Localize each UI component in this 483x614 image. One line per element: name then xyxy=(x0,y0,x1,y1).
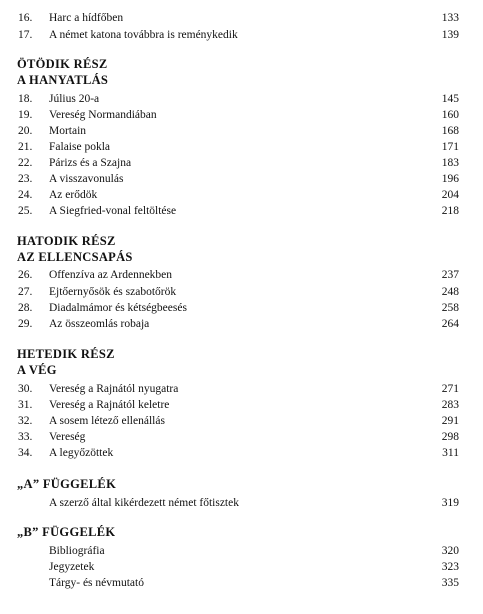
entry-title: Offenzíva az Ardennekben xyxy=(49,269,173,281)
entry-title: A sosem létező ellenállás xyxy=(49,415,165,427)
toc-entry xyxy=(0,204,483,218)
appendix-heading: „B” FÜGGELÉK xyxy=(17,525,116,539)
toc-entry xyxy=(0,108,483,122)
part-subheading: A VÉG xyxy=(17,363,57,377)
entry-page: 320 xyxy=(441,545,459,557)
entry-page: 171 xyxy=(441,141,459,153)
entry-number: 17. xyxy=(18,29,33,41)
toc-entry xyxy=(0,398,483,412)
entry-title: A szerző által kikérdezett német főtisztek xyxy=(49,497,239,509)
entry-page: 237 xyxy=(441,269,459,281)
part-heading: ÖTÖDIK RÉSZ xyxy=(17,57,108,71)
part-heading: HATODIK RÉSZ xyxy=(17,234,116,248)
part-subheading: AZ ELLENCSAPÁS xyxy=(17,250,133,264)
entry-title: Diadalmámor és kétségbeesés xyxy=(49,302,187,314)
entry-number: 23. xyxy=(18,173,33,185)
entry-title: Bibliográfia xyxy=(49,545,105,557)
part-subheading: A HANYATLÁS xyxy=(17,73,109,87)
entry-number: 25. xyxy=(18,205,33,217)
entry-number: 21. xyxy=(18,141,33,153)
entry-number: 18. xyxy=(18,93,33,105)
entry-page: 319 xyxy=(441,497,459,509)
toc-entry xyxy=(0,414,483,428)
entry-title: Falaise pokla xyxy=(49,141,110,153)
entry-number: 16. xyxy=(18,12,33,24)
entry-page: 264 xyxy=(441,318,459,330)
entry-page: 335 xyxy=(441,577,459,589)
entry-page: 311 xyxy=(442,447,459,459)
entry-title: Vereség a Rajnától keletre xyxy=(49,399,170,411)
entry-page: 168 xyxy=(441,125,459,137)
entry-number: 28. xyxy=(18,302,33,314)
entry-page: 248 xyxy=(441,286,459,298)
entry-page: 298 xyxy=(441,431,459,443)
entry-title: Vereség xyxy=(49,431,86,443)
toc-entry xyxy=(0,28,483,42)
entry-title: A német katona továbbra is reménykedik xyxy=(49,29,238,41)
entry-number: 29. xyxy=(18,318,33,330)
entry-page: 160 xyxy=(441,109,459,121)
entry-title: A Siegfried-vonal feltöltése xyxy=(49,205,177,217)
entry-number: 34. xyxy=(18,447,33,459)
entry-page: 218 xyxy=(441,205,459,217)
entry-page: 204 xyxy=(441,189,459,201)
toc-entry xyxy=(0,156,483,170)
toc-entry xyxy=(0,560,483,574)
toc-entry xyxy=(0,285,483,299)
toc-entry xyxy=(0,140,483,154)
entry-number: 30. xyxy=(18,383,33,395)
entry-title: Párizs és a Szajna xyxy=(49,157,132,169)
entry-title: Az összeomlás robaja xyxy=(49,318,150,330)
toc-entry xyxy=(0,576,483,590)
toc-entry xyxy=(0,188,483,202)
toc-entry xyxy=(0,544,483,558)
toc-entry xyxy=(0,382,483,396)
entry-number: 22. xyxy=(18,157,33,169)
entry-number: 20. xyxy=(18,125,33,137)
entry-title: Az erődök xyxy=(49,189,98,201)
toc-entry xyxy=(0,172,483,186)
entry-number: 32. xyxy=(18,415,33,427)
entry-page: 196 xyxy=(441,173,459,185)
entry-title: Ejtőernyősök és szabotőrök xyxy=(49,286,177,298)
toc-entry xyxy=(0,301,483,315)
part-heading: HETEDIK RÉSZ xyxy=(17,347,115,361)
entry-page: 183 xyxy=(441,157,459,169)
toc-entry xyxy=(0,446,483,460)
toc-entry xyxy=(0,92,483,106)
entry-page: 258 xyxy=(441,302,459,314)
entry-page: 323 xyxy=(441,561,459,573)
toc-entry xyxy=(0,11,483,25)
entry-number: 33. xyxy=(18,431,33,443)
entry-number: 31. xyxy=(18,399,33,411)
entry-page: 283 xyxy=(441,399,459,411)
entry-title: Vereség a Rajnától nyugatra xyxy=(49,383,179,395)
entry-page: 271 xyxy=(441,383,459,395)
entry-number: 27. xyxy=(18,286,33,298)
toc-entry xyxy=(0,317,483,331)
entry-page: 139 xyxy=(441,29,459,41)
entry-number: 24. xyxy=(18,189,33,201)
entry-title: Vereség Normandiában xyxy=(49,109,157,121)
toc-entry xyxy=(0,430,483,444)
entry-title: A legyőzöttek xyxy=(49,447,114,459)
entry-page: 133 xyxy=(441,12,459,24)
entry-page: 291 xyxy=(441,415,459,427)
entry-title: Jegyzetek xyxy=(49,561,95,573)
entry-title: Július 20-a xyxy=(49,93,100,105)
entry-title: A visszavonulás xyxy=(49,173,124,185)
toc-entry xyxy=(0,496,483,510)
entry-title: Harc a hídfőben xyxy=(49,12,124,24)
toc-entry xyxy=(0,268,483,282)
entry-number: 19. xyxy=(18,109,33,121)
entry-number: 26. xyxy=(18,269,33,281)
entry-page: 145 xyxy=(441,93,459,105)
toc-entry xyxy=(0,124,483,138)
entry-title: Mortain xyxy=(49,125,87,137)
appendix-heading: „A” FÜGGELÉK xyxy=(17,477,117,491)
entry-title: Tárgy- és névmutató xyxy=(49,577,144,589)
